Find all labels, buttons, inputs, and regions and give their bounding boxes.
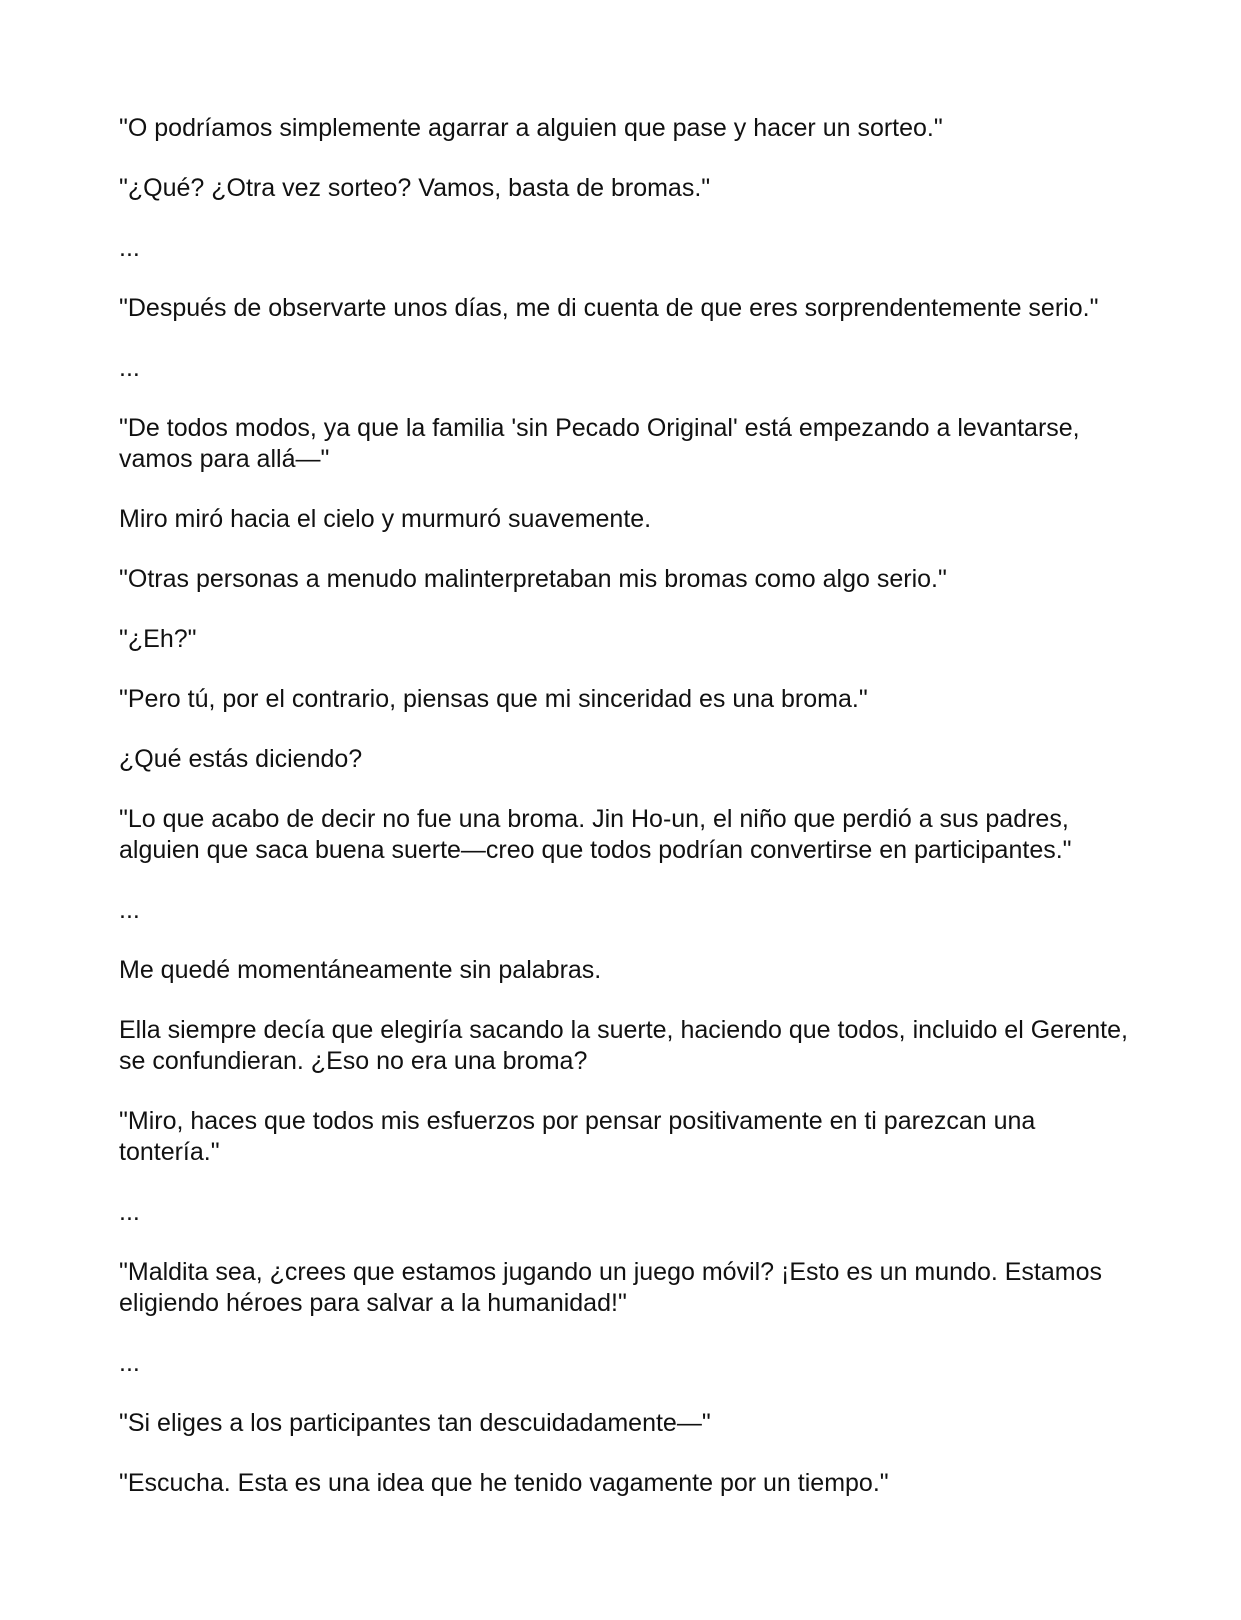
paragraph-6: "De todos modos, ya que la familia 'sin Pecado Original' está empezando a levantarse, vamos para allá—" xyxy=(119,414,1080,473)
paragraph-18: "Maldita sea, ¿crees que estamos jugando un juego móvil? ¡Esto es un mundo. Estamos eligiendo héroes para salvar a la humanidad!" xyxy=(119,1258,1103,1317)
paragraph-21: "Escucha. Esta es una idea que he tenido vagamente por un tiempo." xyxy=(119,1469,889,1497)
paragraph-16: "Miro, haces que todos mis esfuerzos por pensar positivamente en ti parezcan una tontería." xyxy=(119,1107,1036,1166)
paragraph-19: ... xyxy=(119,1349,140,1377)
paragraph-14: Me quedé momentáneamente sin palabras. xyxy=(119,956,602,984)
paragraph-1: "O podríamos simplemente agarrar a alguien que pase y hacer un sorteo." xyxy=(119,114,943,142)
paragraph-7: Miro miró hacia el cielo y murmuró suavemente. xyxy=(119,505,652,533)
paragraph-2: "¿Qué? ¿Otra vez sorteo? Vamos, basta de bromas." xyxy=(119,174,711,202)
paragraph-5: ... xyxy=(119,354,140,382)
paragraph-10: "Pero tú, por el contrario, piensas que mi sinceridad es una broma." xyxy=(119,685,868,713)
paragraph-3: ... xyxy=(119,234,140,262)
paragraph-8: "Otras personas a menudo malinterpretaban mis bromas como algo serio." xyxy=(119,565,947,593)
paragraph-4: "Después de observarte unos días, me di cuenta de que eres sorprendentemente serio." xyxy=(119,294,1099,322)
paragraph-13: ... xyxy=(119,896,140,924)
paragraph-12: "Lo que acabo de decir no fue una broma. Jin Ho-un, el niño que perdió a sus padres, alguien que saca buena suerte—creo que todos podrían convertirse en participantes." xyxy=(119,805,1072,864)
paragraph-17: ... xyxy=(119,1198,140,1226)
paragraph-20: "Si eliges a los participantes tan descuidadamente—" xyxy=(119,1409,711,1437)
paragraph-15: Ella siempre decía que elegiría sacando la suerte, haciendo que todos, incluido el Gerente, se confundieran. ¿Eso no era una broma? xyxy=(119,1016,1128,1075)
paragraph-9: "¿Eh?" xyxy=(119,625,197,653)
paragraph-11: ¿Qué estás diciendo? xyxy=(119,745,363,773)
document-body xyxy=(119,113,1129,1528)
